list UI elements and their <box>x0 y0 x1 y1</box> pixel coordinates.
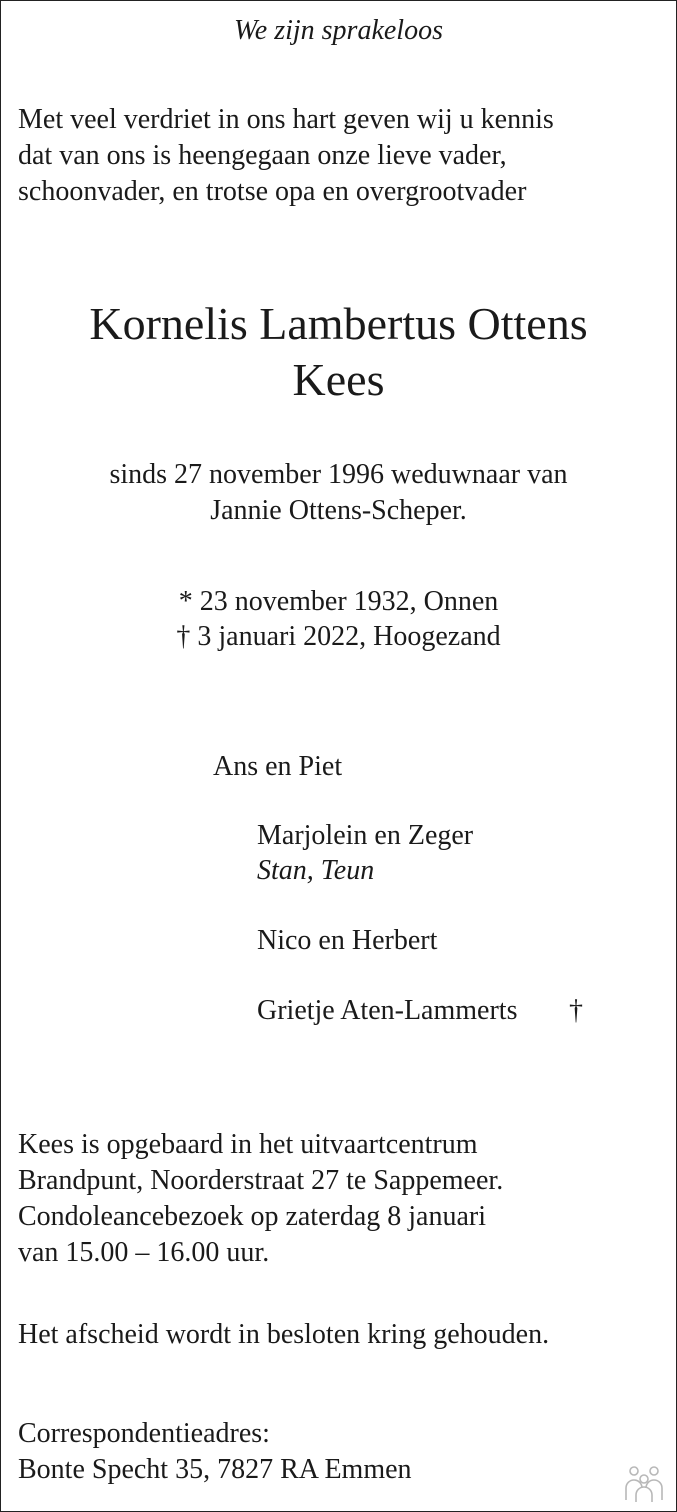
motto: We zijn sprakeloos <box>234 15 443 46</box>
announcement-line-2: dat van ons is heengegaan onze lieve vader, <box>18 140 507 171</box>
viewing-line-2: Brandpunt, Noorderstraat 27 te Sappemeer. <box>18 1165 504 1196</box>
farewell-text: Het afscheid wordt in besloten kring gehouden. <box>18 1319 550 1350</box>
family-parents: Ans en Piet <box>213 751 343 782</box>
people-group-icon <box>621 1464 667 1504</box>
family-grandchildren-1: Stan, Teun <box>257 855 375 886</box>
death-date: † 3 januari 2022, Hoogezand <box>176 621 501 652</box>
correspondence-label: Correspondentieadres: <box>18 1418 270 1449</box>
deceased-cross: † <box>569 995 583 1026</box>
birth-date: * 23 november 1932, Onnen <box>178 586 499 617</box>
widower-line-2: Jannie Ottens-Scheper. <box>210 495 467 526</box>
viewing-line-1: Kees is opgebaard in het uitvaartcentrum <box>18 1129 478 1160</box>
correspondence-address: Bonte Specht 35, 7827 RA Emmen <box>18 1454 412 1485</box>
family-child-3: Grietje Aten-Lammerts <box>257 995 518 1026</box>
family-child-2: Nico en Herbert <box>257 925 438 956</box>
announcement-line-1: Met veel verdriet in ons hart geven wij u kennis <box>18 104 554 135</box>
widower-line-1: sinds 27 november 1996 weduwnaar van <box>109 459 568 490</box>
viewing-line-4: van 15.00 – 16.00 uur. <box>18 1237 270 1268</box>
viewing-line-3: Condoleancebezoek op zaterdag 8 januari <box>18 1201 487 1232</box>
family-child-1: Marjolein en Zeger <box>257 820 474 851</box>
deceased-full-name: Kornelis Lambertus Ottens <box>89 298 588 349</box>
deceased-nickname: Kees <box>292 354 385 405</box>
announcement-line-3: schoonvader, en trotse opa en overgrootvader <box>18 176 527 207</box>
